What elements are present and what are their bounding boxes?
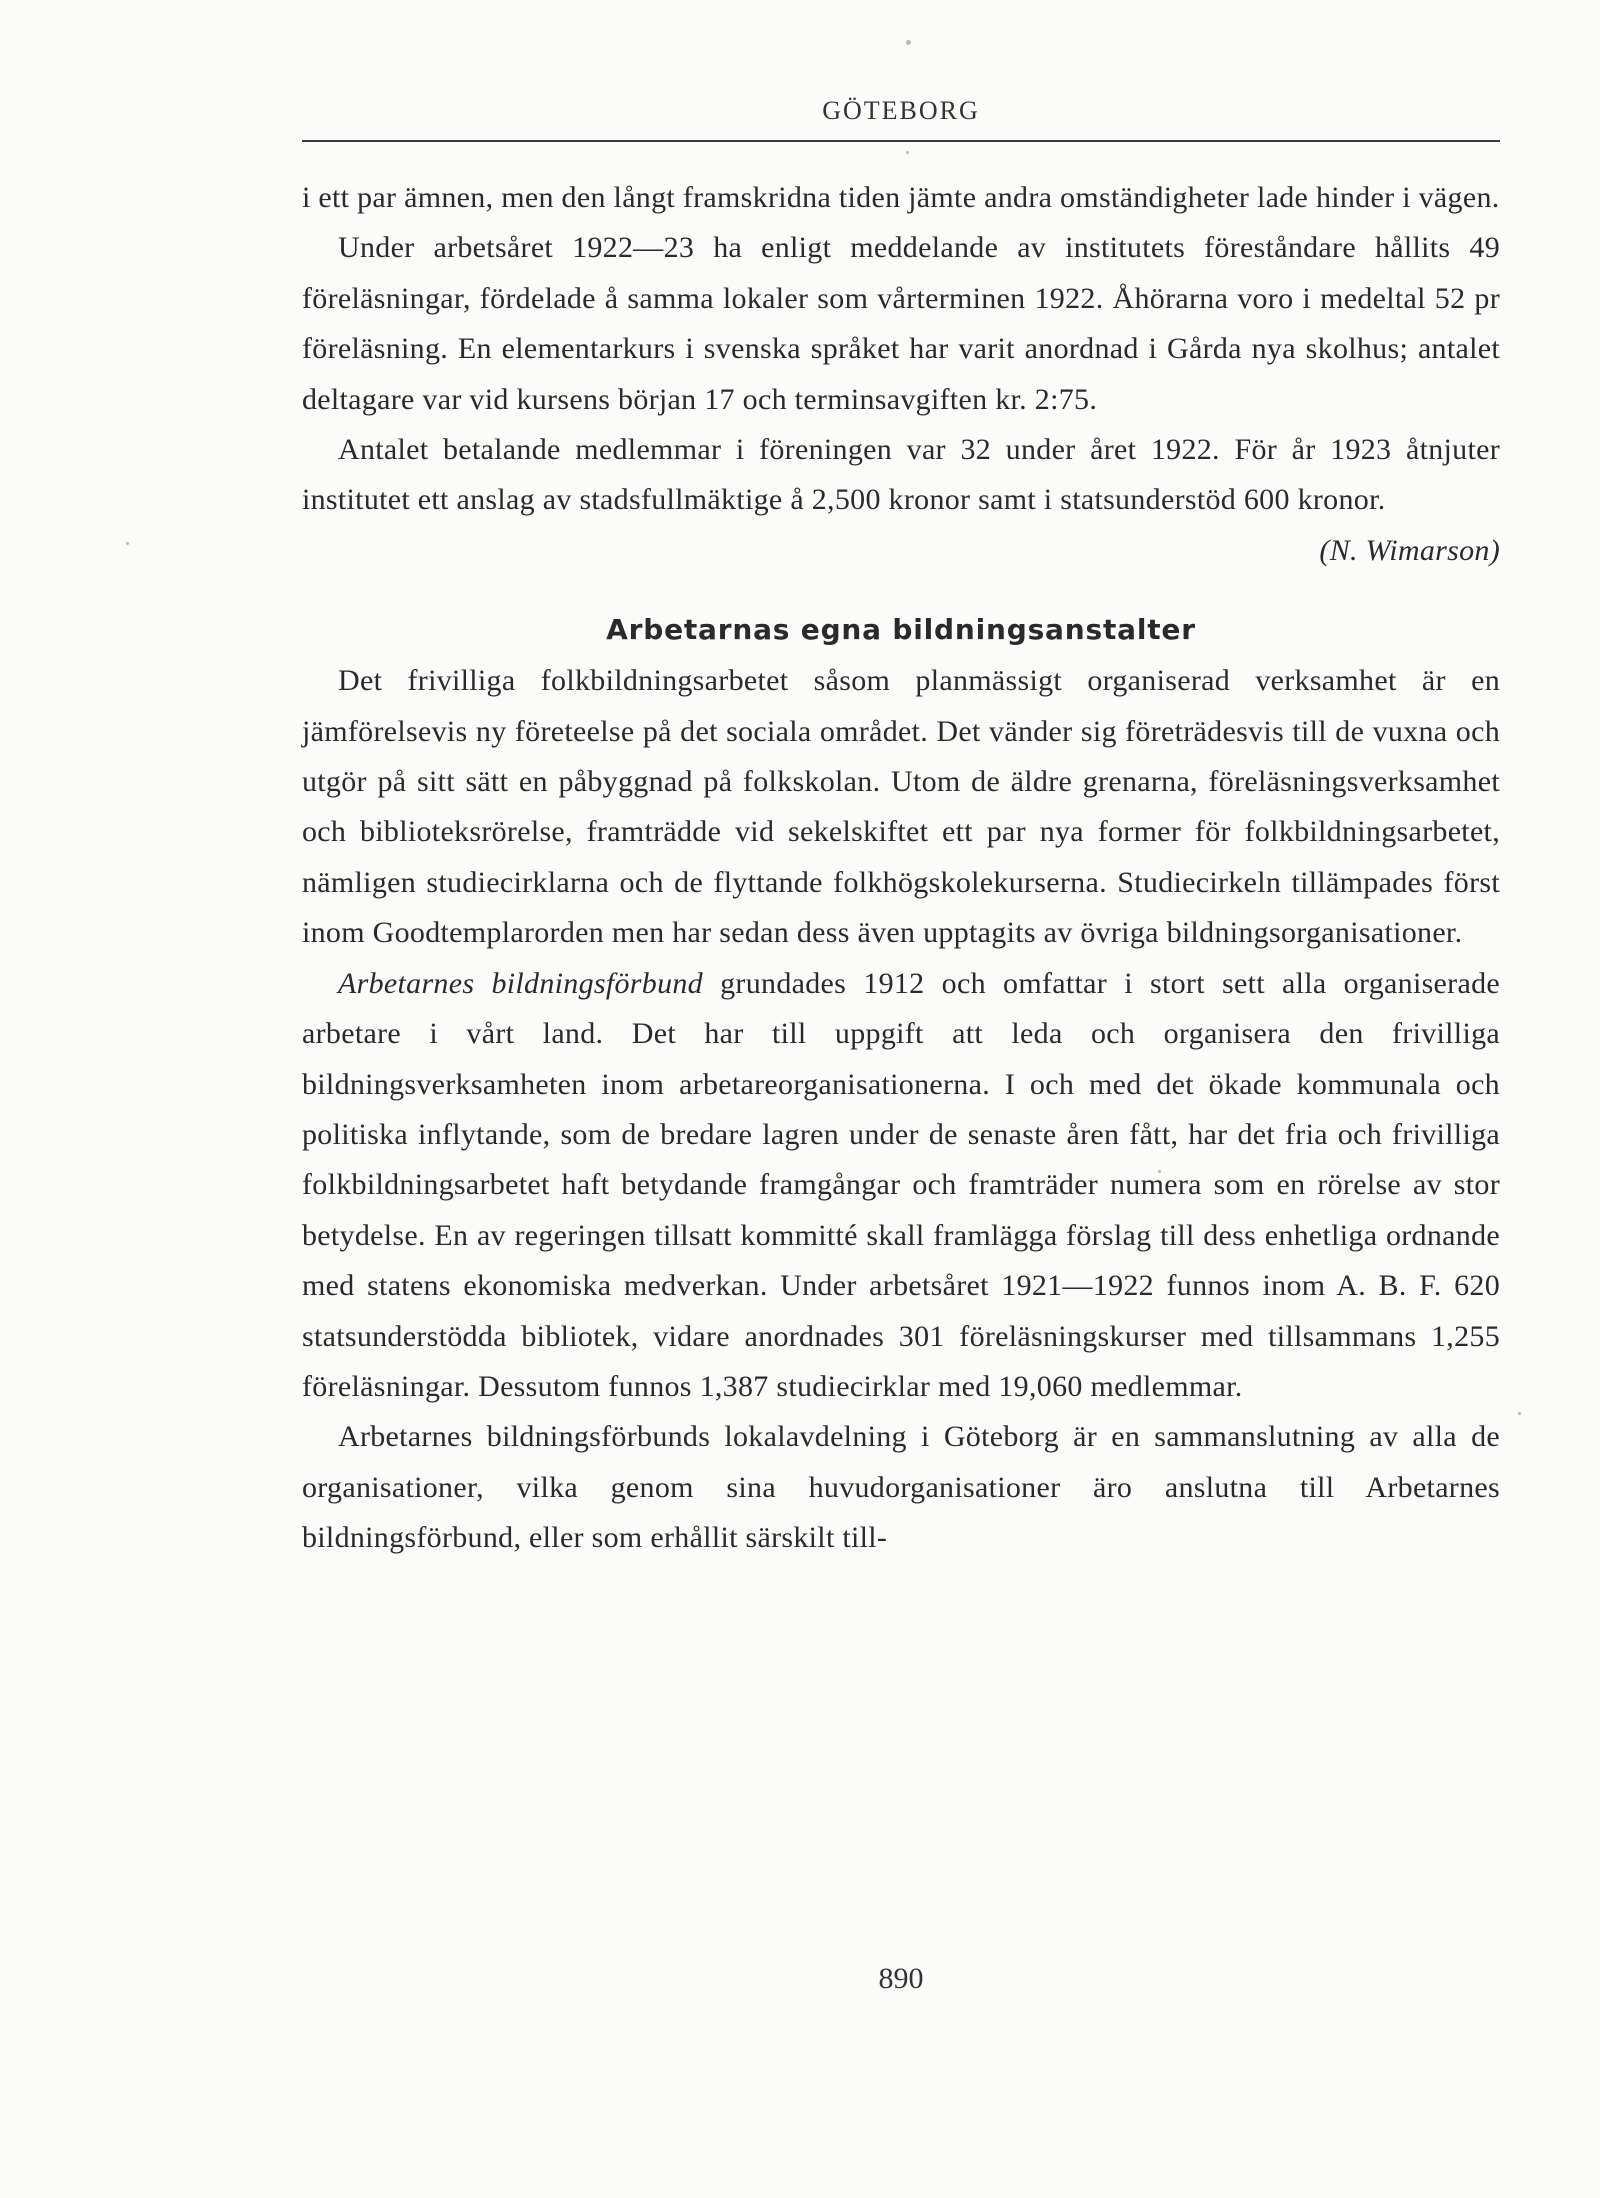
paragraph-text: grundades 1912 och omfattar i stort sett alla organiserade arbetare i vårt land. Det har till uppgift att leda och organisera den frivilliga bildningsverksamheten inom arbetareorganisationerna. I och med det ökade kommunala och politiska inflytande, som de bredare lagren under de senaste åren fått, har det fria och frivilliga folkbildningsarbetet haft betydande framgångar och framträder numera som en rörelse av stor betydelse. En av regeringen tillsatt kommitté skall framlägga förslag till dess enhetliga ordnande med statens ekonomiska medverkan. Under arbetsåret 1921—1922 funnos inom A. B. F. 620 statsunderstödda bibliotek, vidare anordnades 301 föreläsningskurser med tillsammans 1,255 föreläsningar. Dessutom funnos 1,387 studiecirklar med 19,060 medlemmar. [302, 966, 1500, 1403]
running-head: GÖTEBORG [822, 96, 980, 125]
paragraph: Under arbetsåret 1922—23 ha enligt meddelande av institutets föreståndare hållits 49 föreläsningar, fördelade å samma lokaler som vårterminen 1922. Åhörarna voro i medeltal 52 pr föreläsning. En elementarkurs i svenska språket har varit anordnad i Gårda nya skolhus; antalet deltagare var vid kursens början 17 och terminsavgiften kr. 2:75. [302, 231, 1500, 416]
page-number: 890 [878, 1962, 924, 1995]
paragraph: i ett par ämnen, men den långt framskridna tiden jämte andra omständigheter lade hinder i vägen. [302, 181, 1500, 214]
body-text [302, 173, 1500, 1564]
organization-name: Arbetarnes bildningsförbund [338, 966, 703, 1000]
paragraph [302, 959, 1500, 1413]
header-rule [302, 140, 1500, 142]
author-signature: (N. Wimarson) [1319, 533, 1500, 567]
book-page [302, 0, 1500, 2198]
paragraph: Antalet betalande medlemmar i föreningen var 32 under året 1922. För år 1923 åtnjuter institutet ett anslag av stadsfullmäktige å 2,500 kronor samt i statsunderstöd 600 kronor. [302, 433, 1500, 517]
paragraph: Arbetarnes bildningsförbunds lokalavdelning i Göteborg är en sammanslutning av alla de organisationer, vilka genom sina huvudorganisationer äro anslutna till Arbetarnes bildningsförbund, eller som erhållit särskilt till- [302, 1420, 1500, 1555]
section-heading: Arbetarnas egna bildningsanstalter [606, 613, 1196, 647]
scan-speck [1518, 1412, 1521, 1415]
paragraph: Det frivilliga folkbildningsarbetet såsom planmässigt organiserad verksamhet är en jämförelsevis ny företeelse på det sociala området. Det vänder sig företrädesvis till de vuxna och utgör på sitt sätt en påbyggnad på folkskolan. Utom de äldre grenarna, föreläsningsverksamhet och biblioteksrörelse, framträdde vid sekelskiftet ett par nya former för folkbildningsarbetet, nämligen studiecirklarna och de flyttande folkhögskolekurserna. Studiecirkeln tillämpades först inom Goodtemplarorden men har sedan dess även upptagits av övriga bildningsorganisationer. [302, 664, 1500, 950]
scan-speck [126, 542, 129, 545]
